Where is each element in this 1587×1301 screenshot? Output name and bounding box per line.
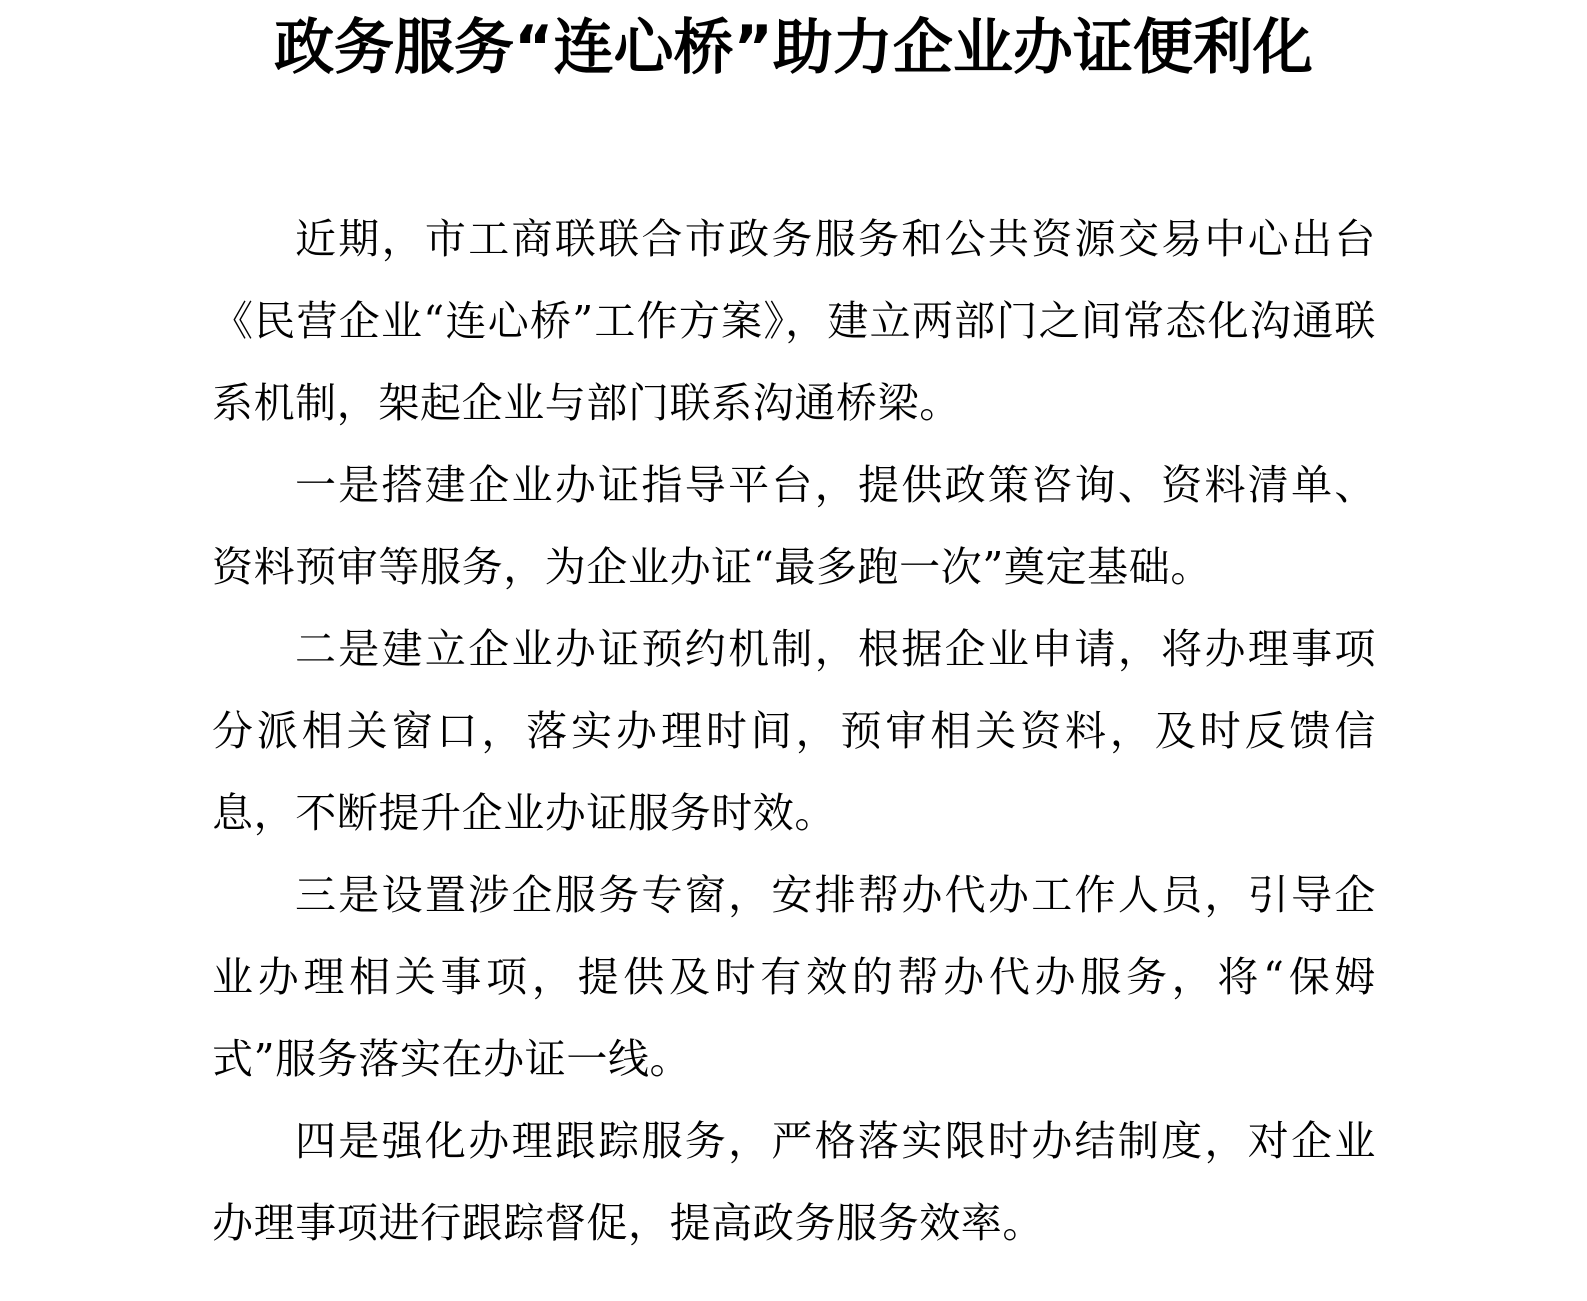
paragraph-point-two: 二是建立企业办证预约机制，根据企业申请，将办理事项分派相关窗口，落实办理时间，预审相关资料，及时反馈信息，不断提升企业办证服务时效。	[212, 625, 1376, 837]
document-title: 政务服务“连心桥”助力企业办证便利化	[274, 13, 1313, 83]
paragraph-intro: 近期，市工商联联合市政务服务和公共资源交易中心出台《民营企业“连心桥”工作方案》，建立两部门之间常态化沟通联系机制，架起企业与部门联系沟通桥梁。	[212, 215, 1376, 427]
paragraph-point-three: 三是设置涉企服务专窗，安排帮办代办工作人员，引导企业办理相关事项，提供及时有效的帮办代办服务，将“保姆式”服务落实在办证一线。	[212, 871, 1376, 1083]
paragraph-point-four: 四是强化办理跟踪服务，严格落实限时办结制度，对企业办理事项进行跟踪督促，提高政务服务效率。	[212, 1117, 1376, 1247]
paragraph-point-one: 一是搭建企业办证指导平台，提供政策咨询、资料清单、资料预审等服务，为企业办证“最多跑一次”奠定基础。	[212, 461, 1376, 591]
document-body	[212, 198, 1376, 1264]
